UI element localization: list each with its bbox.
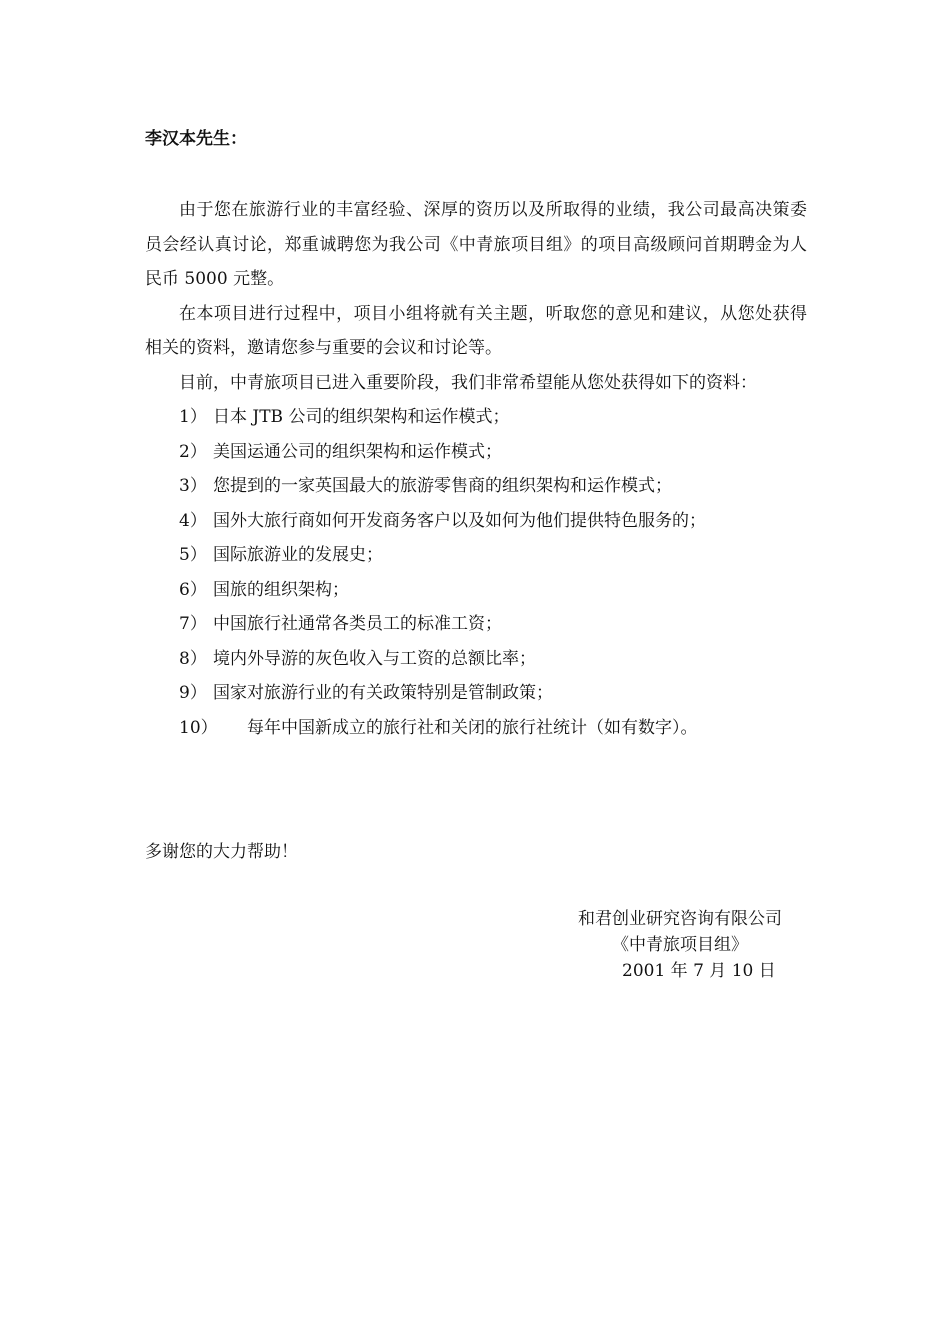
letter-body [145, 193, 807, 745]
list-item [145, 400, 807, 435]
list-item-number: 6） [179, 579, 207, 600]
list-item [145, 504, 807, 539]
list-item-number: 1） [179, 407, 207, 427]
signature-group: 《中青旅项目组》 [612, 935, 748, 955]
list-item-number: 5） [179, 545, 207, 565]
list-item-number: 9） [179, 683, 207, 703]
list-item-text: 每年中国新成立的旅行社和关闭的旅行社统计（如有数字）。 [247, 717, 698, 738]
list-item-number: 8） [179, 648, 207, 669]
list-item-text: 国旅的组织架构； [213, 579, 349, 600]
list-item-text: 境内外导游的灰色收入与工资的总额比率； [213, 648, 536, 669]
paragraph-process: 在本项目进行过程中，项目小组将就有关主题，听取您的意见和建议，从您处获得相关的资料，邀请您参与重要的会议和讨论等。 [145, 303, 807, 358]
request-list [145, 400, 807, 745]
list-item-text: 日本 JTB 公司的组织架构和运作模式； [213, 407, 510, 427]
signature-block [560, 906, 828, 984]
list-item [145, 642, 807, 677]
list-item [145, 676, 807, 711]
list-item-number: 10） [179, 717, 218, 738]
signature-date: 2001 年 7 月 10 日 [622, 961, 776, 981]
paragraph-request: 目前，中青旅项目已进入重要阶段，我们非常希望能从您处获得如下的资料： [179, 372, 757, 393]
list-item-text: 国外大旅行商如何开发商务客户以及如何为他们提供特色服务的； [213, 510, 706, 531]
paragraph-intro: 由于您在旅游行业的丰富经验、深厚的资历以及所取得的业绩，我公司最高决策委员会经认真讨论，郑重诚聘您为我公司《中青旅项目组》的项目高级顾问首期聘金为人民币 5000 元整。 [145, 200, 807, 289]
list-item [145, 607, 807, 642]
list-item-number: 3） [179, 476, 207, 496]
list-item-text: 美国运通公司的组织架构和运作模式； [213, 441, 502, 462]
salutation: 李汉本先生： [145, 129, 247, 149]
list-item [145, 435, 807, 470]
list-item-number: 4） [179, 510, 207, 531]
list-item [145, 469, 807, 504]
list-item [145, 538, 807, 573]
list-item-text: 国际旅游业的发展史； [213, 545, 383, 565]
list-item [145, 573, 807, 608]
list-item-number: 7） [179, 614, 207, 634]
list-item-text: 国家对旅游行业的有关政策特别是管制政策； [213, 683, 553, 703]
list-item-text: 您提到的一家英国最大的旅游零售商的组织架构和运作模式； [213, 476, 672, 496]
list-item [145, 711, 807, 746]
list-item-text: 中国旅行社通常各类员工的标准工资； [213, 614, 502, 634]
signature-company: 和君创业研究咨询有限公司 [578, 909, 782, 929]
list-item-number: 2） [179, 441, 207, 462]
closing-thanks: 多谢您的大力帮助！ [145, 842, 298, 862]
